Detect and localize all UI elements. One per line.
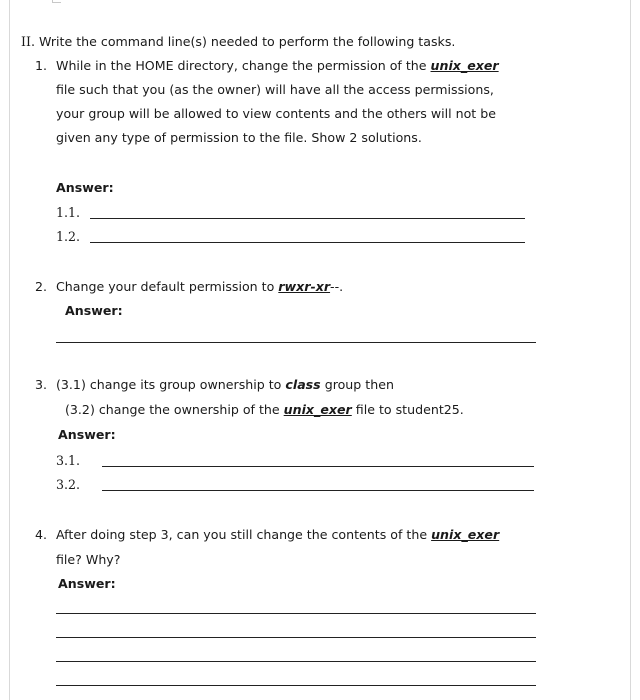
q4-line-2: file? Why? <box>56 552 121 567</box>
q4-answer-line-4[interactable] <box>56 685 536 686</box>
q1-line-2: file such that you (as the owner) will have all the access permissions, <box>56 82 494 97</box>
q4-file-name: unix_exer <box>431 527 500 542</box>
q1-solution-1-label: 1.1. <box>56 205 81 220</box>
q1-solution-2-line[interactable] <box>90 242 525 243</box>
q3-group-name: class <box>285 377 321 392</box>
q2-number: 2. <box>35 279 48 294</box>
q1-solution-2-label: 1.2. <box>56 229 81 244</box>
q4-line-1 <box>56 527 499 543</box>
q3-file-name: unix_exer <box>283 402 352 417</box>
q4-line-1-text: After doing step 3, can you still change the contents of the <box>56 527 428 542</box>
q2-text: Change your default permission to <box>56 279 275 294</box>
q1-number: 1. <box>35 58 48 73</box>
q1-answer-label: Answer: <box>56 180 114 195</box>
q3-answer-label: Answer: <box>58 427 116 442</box>
q3-solution-1-label: 3.1. <box>56 453 81 468</box>
q1-solution-1-line[interactable] <box>90 218 525 219</box>
document-page <box>9 0 631 700</box>
section-heading <box>21 34 455 50</box>
q4-answer-label: Answer: <box>58 576 116 591</box>
q1-line-4: given any type of permission to the file. Show 2 solutions. <box>56 130 422 145</box>
q2-answer-line[interactable] <box>56 342 536 343</box>
q3-solution-2-label: 3.2. <box>56 477 81 492</box>
section-heading-text: Write the command line(s) needed to perform the following tasks. <box>38 34 456 49</box>
q1-line-1 <box>56 58 499 74</box>
q2-answer-label: Answer: <box>65 303 123 318</box>
q3-line-2-text: (3.2) change the ownership of the <box>65 402 280 417</box>
q4-answer-line-2[interactable] <box>56 637 536 638</box>
q3-solution-1-line[interactable] <box>102 466 534 467</box>
q1-line-3: your group will be allowed to view contents and the others will not be <box>56 106 496 121</box>
q2-line <box>56 279 343 295</box>
q3-number: 3. <box>35 377 48 392</box>
q3-line-1 <box>56 377 394 393</box>
q4-answer-line-3[interactable] <box>56 661 536 662</box>
q4-number: 4. <box>35 527 48 542</box>
q2-permission-suffix: --. <box>330 279 344 294</box>
q3-line-1-suffix: group then <box>324 377 394 392</box>
page-corner-mark <box>52 0 61 3</box>
q1-line-1-text: While in the HOME directory, change the permission of the <box>56 58 427 73</box>
q1-file-name: unix_exer <box>430 58 499 73</box>
q2-permission: rwxr-xr <box>278 279 331 294</box>
q3-line-2 <box>65 402 464 418</box>
q3-solution-2-line[interactable] <box>102 490 534 491</box>
q3-line-1-text: (3.1) change its group ownership to <box>56 377 282 392</box>
section-numeral: II. <box>21 34 35 49</box>
q4-answer-line-1[interactable] <box>56 613 536 614</box>
q3-line-2-suffix: file to student25. <box>355 402 464 417</box>
